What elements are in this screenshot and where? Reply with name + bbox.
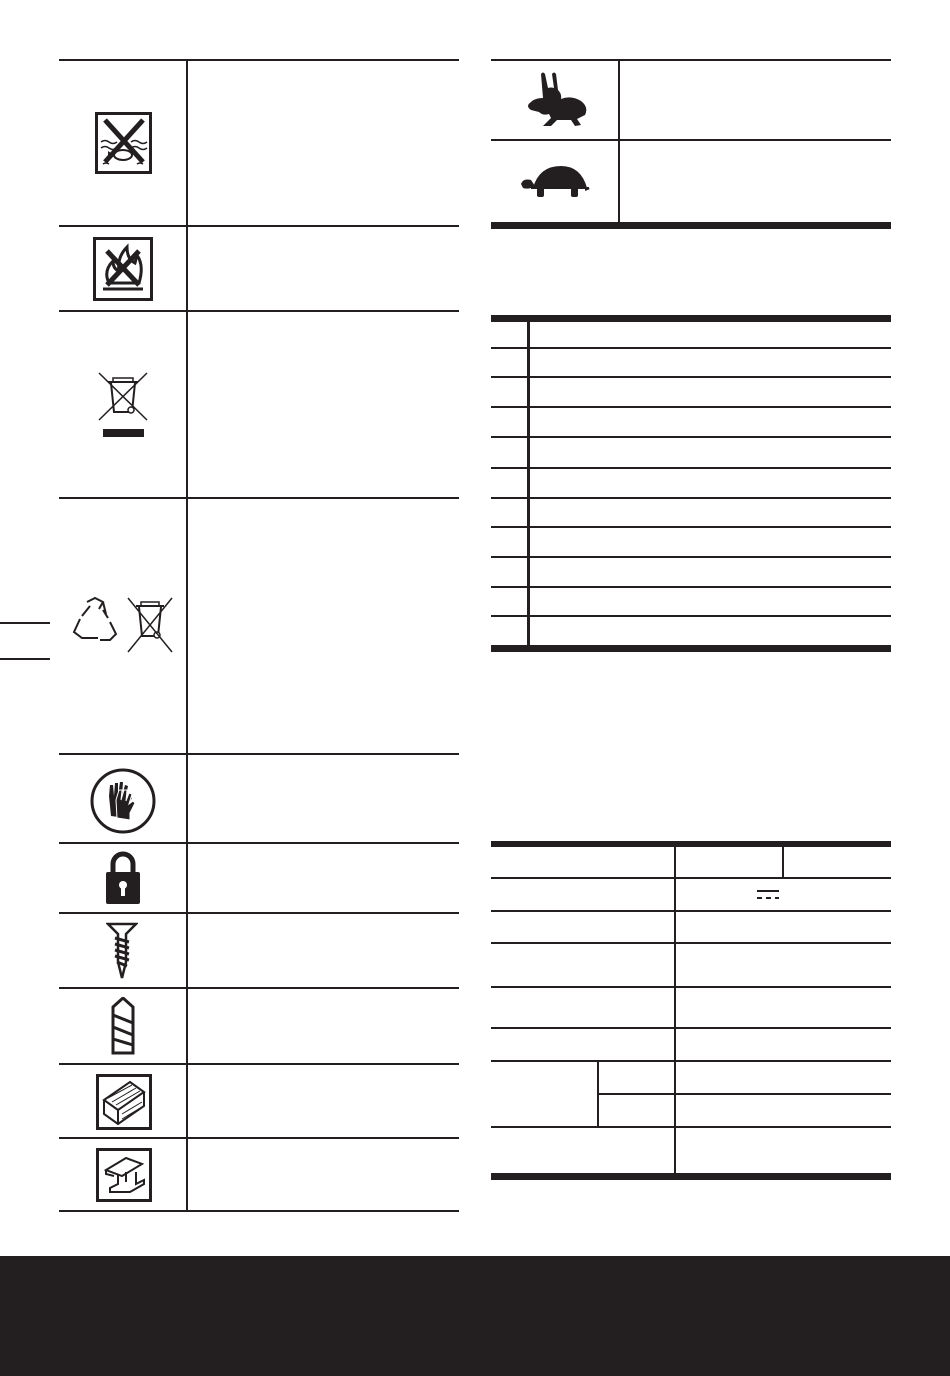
recycle-icon xyxy=(70,594,120,646)
table-rule xyxy=(491,1126,891,1128)
table-top-rule xyxy=(491,841,891,847)
table-rule xyxy=(59,1210,459,1212)
column-divider xyxy=(674,846,676,1174)
table-rule xyxy=(59,753,459,755)
table-rule xyxy=(59,59,459,61)
rabbit-fast-speed-icon xyxy=(523,70,587,128)
list-row-rule xyxy=(491,497,891,499)
side-tab-bottom-rule xyxy=(0,658,50,660)
table-rule xyxy=(59,1137,459,1139)
list-row-rule xyxy=(491,586,891,588)
masonry-drill-icon xyxy=(110,997,136,1057)
wear-gloves-icon xyxy=(90,768,156,834)
wood-screw-icon xyxy=(106,922,138,980)
list-row-rule xyxy=(491,556,891,558)
table-rule xyxy=(491,910,891,912)
column-divider xyxy=(597,1061,599,1127)
side-tab-label xyxy=(4,630,48,654)
turtle-slow-speed-icon xyxy=(519,162,591,202)
direct-current-symbol-icon xyxy=(756,889,780,901)
number-column-bar xyxy=(527,320,530,647)
list-row-rule xyxy=(491,526,891,528)
footer-bar xyxy=(0,1256,950,1376)
table-rule xyxy=(491,877,891,879)
lock-icon xyxy=(105,850,141,906)
list-row-rule xyxy=(491,376,891,378)
list-row-rule xyxy=(491,615,891,617)
side-tab-top-rule xyxy=(0,622,50,624)
table-rule xyxy=(59,912,459,914)
no-fire-disposal-icon xyxy=(93,237,153,301)
column-divider xyxy=(618,60,620,224)
table-bottom-rule xyxy=(491,1173,891,1180)
list-row-rule xyxy=(491,436,891,438)
no-water-disposal-icon xyxy=(95,112,152,174)
table-rule xyxy=(491,942,891,944)
table-top-rule xyxy=(491,315,891,322)
table-rule xyxy=(597,1093,891,1095)
table-bottom-rule xyxy=(491,222,891,229)
table-rule xyxy=(59,987,459,989)
table-rule xyxy=(491,59,891,61)
metal-profile-icon xyxy=(96,1148,152,1202)
table-rule xyxy=(59,497,459,499)
list-row-rule xyxy=(491,467,891,469)
weee-crossed-bin-icon xyxy=(96,370,150,440)
table-rule xyxy=(491,1060,891,1062)
column-divider xyxy=(782,846,784,878)
table-rule xyxy=(59,842,459,844)
list-row-rule xyxy=(491,406,891,408)
table-bottom-rule xyxy=(491,645,891,652)
table-rule xyxy=(59,1063,459,1065)
column-divider xyxy=(186,60,188,1211)
table-rule xyxy=(491,1027,891,1029)
list-row-rule xyxy=(491,347,891,349)
table-rule xyxy=(491,986,891,988)
table-rule xyxy=(59,225,459,227)
wood-material-icon xyxy=(96,1074,152,1130)
table-rule xyxy=(59,310,459,312)
crossed-bin-icon xyxy=(126,596,174,654)
table-rule xyxy=(491,139,891,141)
